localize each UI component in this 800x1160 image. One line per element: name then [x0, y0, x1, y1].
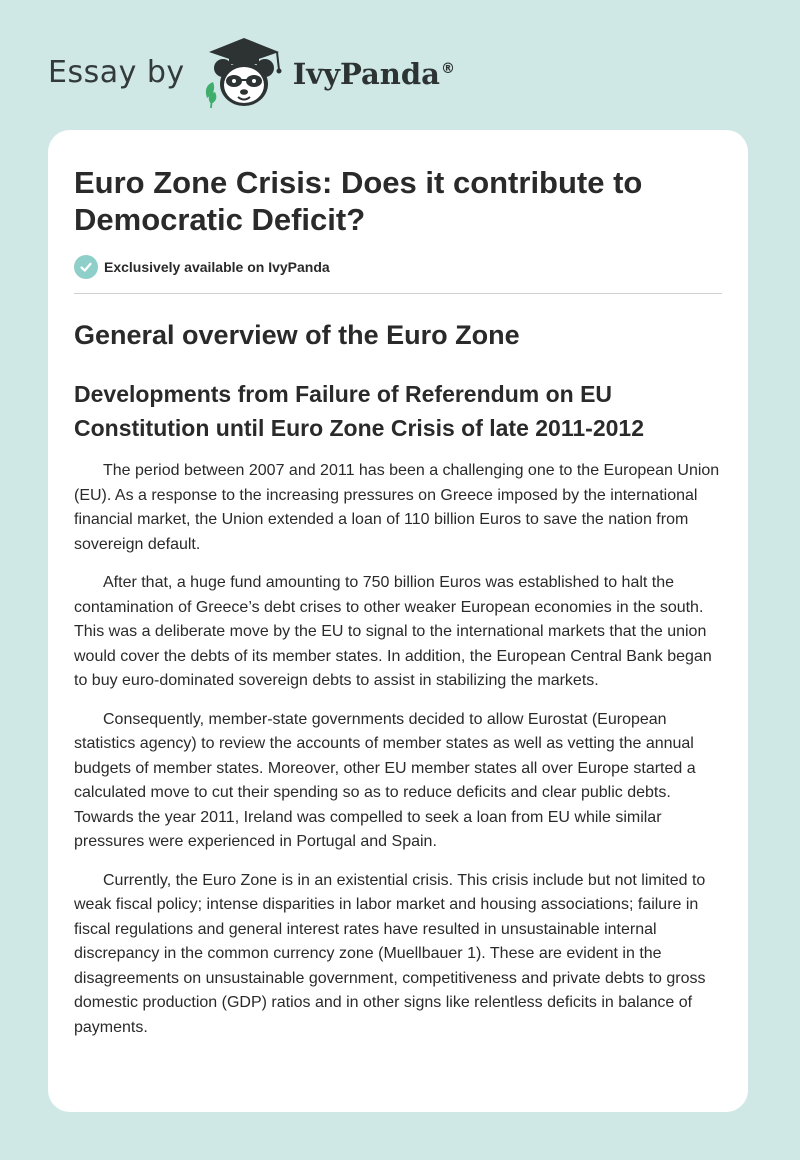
paragraph: Currently, the Euro Zone is in an existential crisis. This crisis include but not limited to weak fiscal policy; intense disparities in labor market and housing associations; failure in fiscal regulations and general interest rates have resulted in unsustainable internal discrepancy in the common currency zone (Muellbauer 1). These are evident in the disagreements on unsustainable government, competitiveness and private debts to gross domestic production (GDP) ratios and in other signs like relentless deficits in balance of payments. — [74, 871, 706, 1036]
panda-logo-icon — [199, 34, 289, 110]
exclusive-text: Exclusively available on IvyPanda — [104, 259, 330, 275]
section-heading: General overview of the Euro Zone — [74, 320, 520, 350]
essay-card — [48, 130, 748, 1112]
paragraph: The period between 2007 and 2011 has been a challenging one to the European Union (EU). As a response to the increasing pressures on Greece imposed by the international financial market, the Union extended a loan of 110 billion Euros to save the nation from sovereign default. — [74, 462, 720, 553]
divider — [74, 293, 722, 294]
paragraph: Consequently, member-state governments decided to allow Eurostat (European statistics agency) to review the accounts of member states as well as vetting the annual budgets of member states. Moreover, other EU member states all over Europe started a calculated move to cut their spending so as to reduce deficits and clear public debts. Towards the year 2011, Ireland was compelled to seek a loan from EU while similar pressures were experienced in Portugal and Spain. — [74, 710, 696, 850]
brand-header[interactable] — [48, 34, 455, 110]
essay-by-text: Essay by — [48, 54, 185, 90]
paragraph: After that, a huge fund amounting to 750 billion Euros was established to halt the contamination of Greece’s debt crises to other weaker European economies in the south. This was a deliberate move by the EU to signal to the international markets that the union would cover the debts of its member states. In addition, the European Central Bank began to buy euro-dominated sovereign debts to assist in stabilizing the markets. — [74, 574, 712, 689]
essay-body — [74, 459, 722, 1040]
brand-name: IvyPanda® — [292, 57, 455, 91]
subsection-heading: Developments from Failure of Referendum on EU Constitution until Euro Zone Crisis of late 2011-2012 — [74, 381, 644, 441]
essay-title: Euro Zone Crisis: Does it contribute to Democratic Deficit? — [74, 165, 643, 237]
exclusive-badge — [74, 254, 722, 280]
check-icon — [74, 255, 98, 279]
